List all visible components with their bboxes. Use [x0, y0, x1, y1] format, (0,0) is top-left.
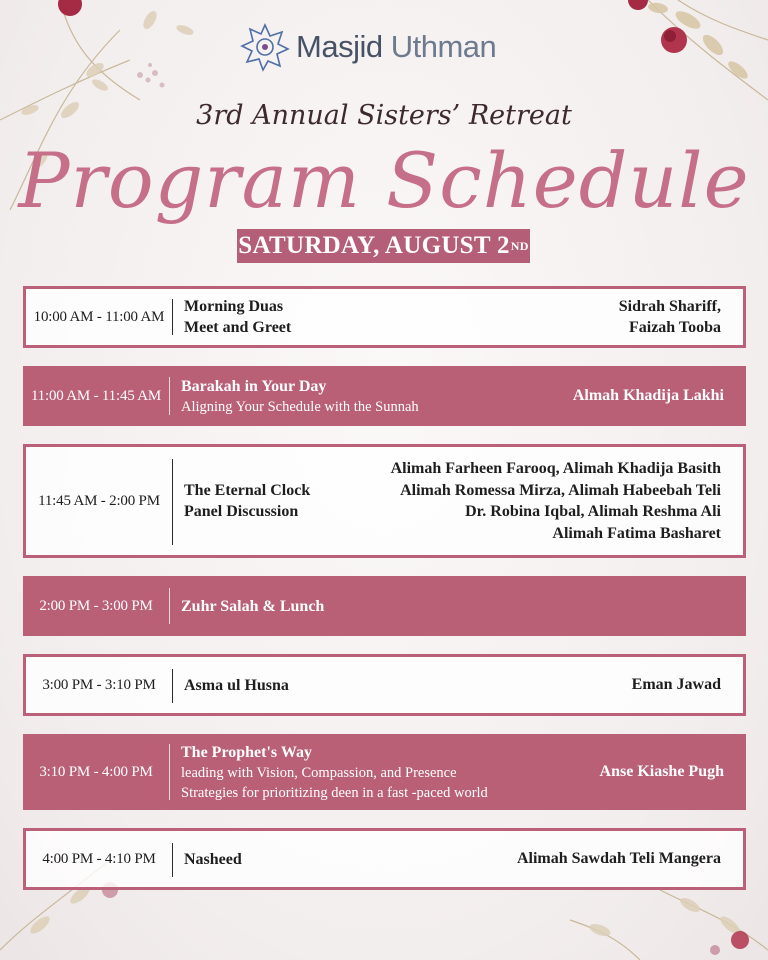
date-badge	[237, 229, 530, 263]
row-time: 2:00 PM - 3:00 PM	[39, 597, 153, 614]
row-session	[184, 831, 242, 887]
geometric-star-logo-icon	[240, 22, 290, 72]
row-time: 3:10 PM - 4:00 PM	[39, 763, 153, 780]
speaker-line: Faizah Tooba	[628, 319, 721, 336]
date-text: SATURDAY, AUGUST 2	[238, 232, 510, 259]
session-title: Zuhr Salah & Lunch	[181, 597, 325, 615]
row-divider	[169, 744, 170, 800]
speaker-line: Alimah Romessa Mirza, Alimah Habeebah Teli	[400, 481, 721, 499]
schedule-row	[23, 734, 746, 810]
row-divider	[172, 843, 173, 877]
session-title: The Eternal Clock	[184, 482, 311, 499]
schedule-row	[23, 576, 746, 636]
row-speakers	[391, 447, 721, 555]
row-time: 11:45 AM - 2:00 PM	[38, 492, 160, 509]
row-session	[184, 289, 291, 345]
schedule-row	[23, 366, 746, 426]
row-session	[181, 366, 419, 426]
schedule-row	[23, 654, 746, 716]
speaker-line: Sidrah Shariff,	[618, 297, 721, 315]
row-time: 3:00 PM - 3:10 PM	[42, 676, 156, 693]
row-divider	[172, 669, 173, 703]
speaker-line: Almah Khadija Lakhi	[572, 387, 724, 405]
date-suffix: ND	[510, 238, 529, 253]
session-subtitle: leading with Vision, Compassion, and Presence	[181, 764, 457, 781]
event-subtitle: 3rd Annual Sisters’ Retreat	[196, 100, 572, 131]
row-session	[184, 657, 289, 713]
session-title-line-2: Meet and Greet	[184, 319, 292, 336]
schedule-row	[23, 286, 746, 348]
session-subtitle: Strategies for prioritizing deen in a fast -paced world	[181, 784, 488, 801]
session-title: Asma ul Husna	[184, 676, 289, 694]
row-speakers	[573, 366, 724, 426]
row-speakers	[632, 657, 721, 713]
row-divider	[172, 459, 173, 545]
session-subtitle: Aligning Your Schedule with the Sunnah	[181, 398, 419, 415]
row-session	[181, 734, 488, 810]
session-title: Nasheed	[184, 850, 242, 868]
session-title-line-2: Panel Discussion	[184, 503, 299, 520]
speaker-line: Alimah Sawdah Teli Mangera	[516, 850, 721, 868]
logo-name-masjid: Masjid	[296, 29, 383, 64]
row-divider	[169, 588, 170, 624]
logo-text	[296, 29, 496, 65]
row-speakers	[517, 831, 721, 887]
row-time: 10:00 AM - 11:00 AM	[33, 308, 165, 325]
schedule-row	[23, 444, 746, 558]
session-title: Barakah in Your Day	[181, 377, 327, 395]
row-speakers	[600, 734, 724, 810]
speaker-line: Eman Jawad	[631, 676, 721, 694]
row-speakers	[619, 289, 721, 345]
session-title: The Prophet's Way	[181, 743, 312, 761]
masjid-uthman-logo	[240, 22, 540, 72]
speaker-line: Anse Kiashe Pugh	[599, 763, 724, 781]
row-time: 11:00 AM - 11:45 AM	[30, 387, 162, 404]
speaker-line: Alimah Farheen Farooq, Alimah Khadija Basith	[390, 460, 721, 477]
row-divider	[172, 299, 173, 335]
speaker-line: Dr. Robina Iqbal, Alimah Reshma Ali	[465, 503, 721, 520]
row-divider	[169, 377, 170, 415]
row-time: 4:00 PM - 4:10 PM	[42, 850, 156, 867]
row-session	[184, 447, 310, 555]
schedule-row	[23, 828, 746, 890]
session-title: Morning Duas	[184, 298, 284, 315]
row-session	[181, 576, 324, 636]
speaker-line: Alimah Fatima Basharet	[552, 524, 721, 542]
logo-name-uthman: Uthman	[390, 29, 497, 64]
page-title: Program Schedule	[18, 136, 750, 225]
